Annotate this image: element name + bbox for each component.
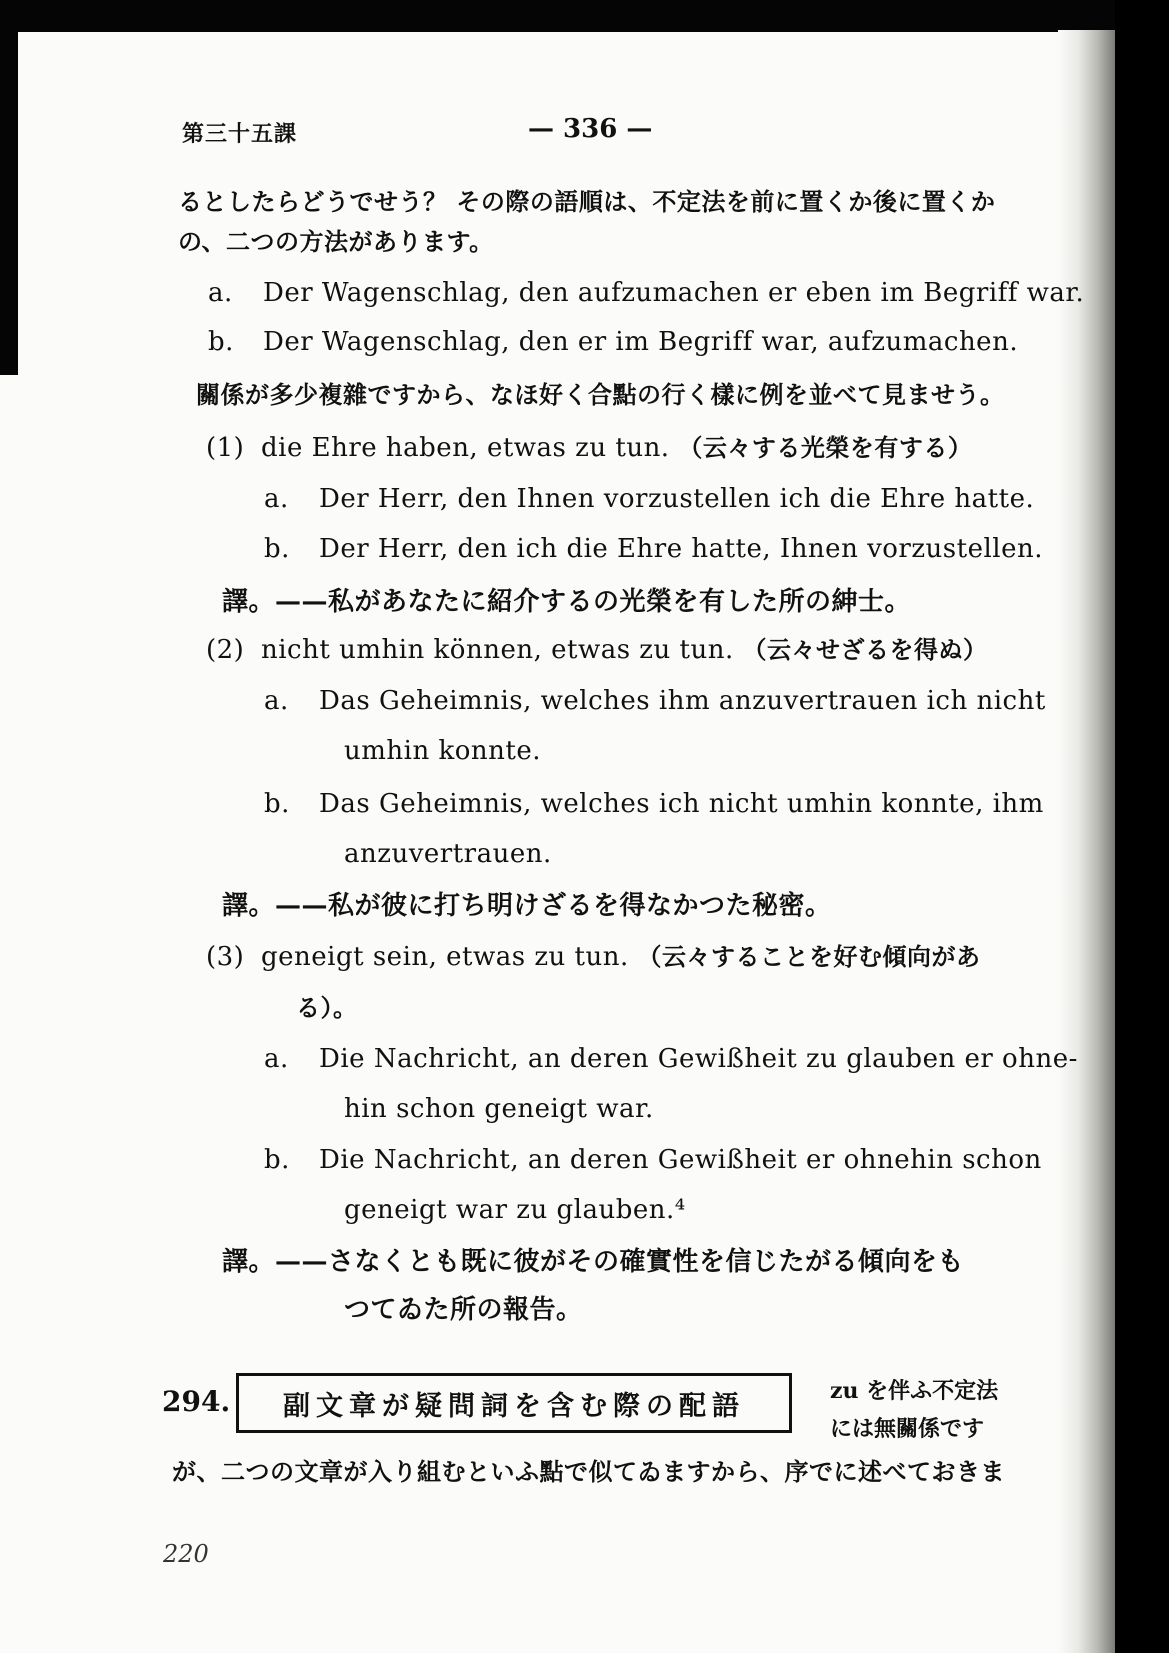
item-2-a-cont: umhin konnte. (344, 736, 541, 766)
item-1-heading (206, 432, 972, 464)
item-2-b-cont: anzuvertrauen. (344, 839, 552, 869)
item-3-translation-cont: つてゐた所の報告。 (344, 1295, 583, 1325)
item-3-a-cont: hin schon geneigt war. (344, 1094, 654, 1124)
footer-page-number: 220 (163, 1540, 209, 1568)
example-label: b. (208, 327, 234, 357)
side-note-line-1: zu を伴ふ不定法 (830, 1378, 999, 1404)
scan-left-border (0, 0, 18, 375)
item-number: (3) (206, 942, 245, 972)
scan-top-border (0, 0, 1115, 32)
sub-label: a. (264, 686, 289, 716)
sub-label: b. (264, 1145, 290, 1175)
scan-right-border (1115, 0, 1169, 1653)
item-2-a (264, 685, 1046, 717)
sub-label: b. (264, 534, 290, 564)
section-continuation: が、二つの文章が入り組むといふ點で似てゐますから、序でに述べておきま (172, 1457, 1005, 1486)
sub-label: b. (264, 789, 290, 819)
item-2-heading (206, 634, 987, 666)
chapter-header: 第三十五課 (182, 121, 298, 147)
item-3-gloss-cont: る）。 (296, 993, 358, 1022)
example-a (208, 277, 1084, 309)
section-title-box (236, 1373, 792, 1433)
item-gloss: （云々せざるを得ぬ） (742, 635, 988, 664)
sub-label: a. (264, 484, 289, 514)
item-gloss: （云々することを好む傾向があ (637, 942, 981, 971)
item-3-b (264, 1144, 1042, 1176)
item-phrase: geneigt sein, etwas zu tun. (261, 942, 629, 972)
intro-line-2: の、二つの方法があります。 (178, 227, 494, 256)
item-phrase: die Ehre haben, etwas zu tun. (261, 433, 670, 463)
item-3-translation: 譯。——さなくとも既に彼がその確實性を信じたがる傾向をも (222, 1247, 965, 1277)
transition-text: 關係が多少複雜ですから、なほ好く合點の行く樣に例を並べて見ませう。 (196, 380, 1005, 409)
item-3-b-cont: geneigt war zu glauben.⁴ (344, 1195, 686, 1225)
section-title: 副文章が疑問詞を含む際の配語 (283, 1390, 745, 1422)
example-b (208, 326, 1018, 358)
intro-line-1: るとしたらどうでせう？ その際の語順は、不定法を前に置くか後に置くか (178, 187, 996, 216)
item-1-b (264, 533, 1043, 565)
page-number: — 336 — (528, 114, 653, 144)
sub-text: Der Herr, den ich die Ehre hatte, Ihnen vorzustellen. (319, 534, 1043, 564)
item-gloss: （云々する光榮を有する） (678, 433, 973, 462)
example-label: a. (208, 278, 233, 308)
sub-text: Die Nachricht, an deren Gewißheit zu glauben er ohne- (319, 1044, 1078, 1074)
item-1-translation: 譯。——私があなたに紹介するの光榮を有した所の紳士。 (222, 587, 912, 617)
side-note-line-2: には無關係です (830, 1416, 985, 1442)
sub-text: Das Geheimnis, welches ich nicht umhin konnte, ihm (319, 789, 1044, 819)
item-3-a (264, 1043, 1078, 1075)
page-gutter-shadow (1058, 30, 1115, 1653)
sub-text: Der Herr, den Ihnen vorzustellen ich die Ehre hatte. (319, 484, 1035, 514)
section-number: 294. (162, 1385, 231, 1418)
sub-text: Das Geheimnis, welches ihm anzuvertrauen ich nicht (319, 686, 1046, 716)
example-text: Der Wagenschlag, den aufzumachen er eben im Begriff war. (263, 278, 1085, 308)
item-1-a (264, 483, 1034, 515)
item-number: (2) (206, 635, 245, 665)
item-phrase: nicht umhin können, etwas zu tun. (261, 635, 734, 665)
item-number: (1) (206, 433, 245, 463)
item-2-b (264, 788, 1044, 820)
item-3-heading (206, 941, 981, 973)
example-text: Der Wagenschlag, den er im Begriff war, aufzumachen. (263, 327, 1019, 357)
item-2-translation: 譯。——私が彼に打ち明けざるを得なかつた秘密。 (222, 891, 832, 921)
sub-text: Die Nachricht, an deren Gewißheit er ohnehin schon (319, 1145, 1042, 1175)
sub-label: a. (264, 1044, 289, 1074)
